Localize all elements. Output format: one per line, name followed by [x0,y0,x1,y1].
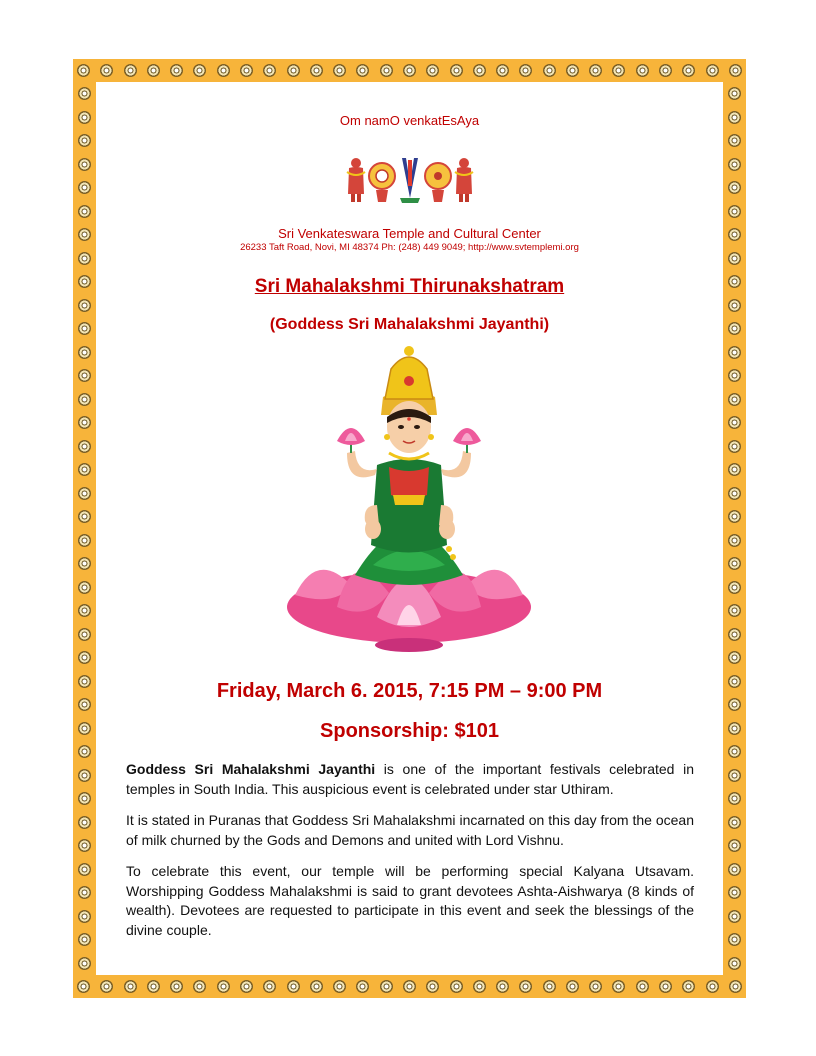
chakra-icon [425,163,451,202]
flower-ornament-icon [333,64,346,77]
temple-address: 26233 Taft Road, Novi, MI 48374 Ph: (248) 449 9049; http://www.svtemplemi.org [240,242,579,253]
flower-ornament-icon [78,816,91,829]
flower-ornament-icon [728,158,741,171]
namam-icon [400,158,420,203]
flower-ornament-icon [333,980,346,993]
flower-ornament-icon [78,628,91,641]
event-datetime: Friday, March 6. 2015, 7:15 PM – 9:00 PM [216,680,603,702]
flower-ornament-icon [77,64,90,77]
flower-ornament-icon [78,886,91,899]
flower-ornament-icon [356,980,369,993]
flower-ornament-icon [728,134,741,147]
conch-icon [369,163,395,202]
paragraph-puranas: It is stated in Puranas that Goddess Sri Mahalakshmi incarnated on this day from the ocean of milk churned by the Gods and Demons and united with Lord Vishnu. [126,812,694,848]
border-top-row [77,64,742,77]
mantra-text: Om namO venkatEsAya [339,113,480,128]
flower-ornament-icon [100,980,113,993]
flower-ornament-icon [659,980,672,993]
flower-ornament-icon [78,322,91,335]
flower-ornament-icon [728,792,741,805]
flower-ornament-icon [728,722,741,735]
flower-ornament-icon [682,64,695,77]
flower-ornament-icon [543,980,556,993]
flower-ornament-icon [496,64,509,77]
flower-ornament-icon [78,252,91,265]
flower-ornament-icon [612,980,625,993]
temple-emblem-icon [344,154,476,204]
flower-ornament-icon [217,980,230,993]
flower-ornament-icon [728,463,741,476]
flower-ornament-icon [170,980,183,993]
flower-ornament-icon [728,275,741,288]
flower-ornament-icon [728,933,741,946]
flower-ornament-icon [78,158,91,171]
flower-ornament-icon [728,111,741,124]
flower-ornament-icon [287,64,300,77]
flower-ornament-icon [403,980,416,993]
border-right-column [728,87,741,970]
flower-ornament-icon [403,64,416,77]
flower-ornament-icon [728,228,741,241]
flower-ornament-icon [78,487,91,500]
flower-ornament-icon [78,769,91,782]
flower-ornament-icon [728,416,741,429]
lakshmi-lotus-image [277,345,541,655]
flower-ornament-icon [728,886,741,899]
flower-ornament-icon [426,980,439,993]
hanuman-right-icon [455,158,473,202]
flower-ornament-icon [78,745,91,758]
flower-ornament-icon [496,980,509,993]
flower-ornament-icon [450,980,463,993]
paragraph-intro-bold: Goddess Sri Mahalakshmi Jayanthi [126,761,376,777]
flower-ornament-icon [728,393,741,406]
flower-ornament-icon [310,980,323,993]
flower-ornament-icon [636,980,649,993]
flower-ornament-icon [728,205,741,218]
event-subtitle: (Goddess Sri Mahalakshmi Jayanthi) [269,316,550,333]
flower-ornament-icon [519,980,532,993]
flower-ornament-icon [78,957,91,970]
flower-ornament-icon [78,134,91,147]
flower-ornament-icon [78,299,91,312]
flower-ornament-icon [706,980,719,993]
deity-head [381,346,437,459]
flower-ornament-icon [78,87,91,100]
flower-ornament-icon [728,346,741,359]
flower-ornament-icon [310,64,323,77]
flower-ornament-icon [728,534,741,547]
flower-ornament-icon [240,980,253,993]
flower-ornament-icon [682,980,695,993]
flower-ornament-icon [728,299,741,312]
flower-ornament-icon [78,228,91,241]
flower-ornament-icon [78,651,91,664]
held-lotus-right [453,428,481,453]
temple-name: Sri Venkateswara Temple and Cultural Center [278,226,541,241]
flower-ornament-icon [78,275,91,288]
paragraph-intro-rest: is one of the important festivals celebrated in temples in South India. This auspicious event is celebrated under star Uthiram. [126,761,694,797]
flower-ornament-icon [728,745,741,758]
flower-ornament-icon [217,64,230,77]
flower-ornament-icon [78,910,91,923]
flower-ornament-icon [263,980,276,993]
flower-ornament-icon [78,346,91,359]
border-bottom-row [77,980,742,993]
flower-ornament-icon [728,628,741,641]
flower-ornament-icon [380,980,393,993]
flower-ornament-icon [728,322,741,335]
flower-ornament-icon [589,980,602,993]
flower-ornament-icon [473,980,486,993]
flower-ornament-icon [78,557,91,570]
flower-ornament-icon [78,933,91,946]
flower-ornament-icon [100,64,113,77]
flower-ornament-icon [78,581,91,594]
flower-ornament-icon [728,816,741,829]
flower-ornament-icon [147,980,160,993]
flower-ornament-icon [78,722,91,735]
flower-ornament-icon [78,205,91,218]
flower-ornament-icon [78,181,91,194]
flower-ornament-icon [566,64,579,77]
flower-ornament-icon [728,252,741,265]
flower-ornament-icon [78,369,91,382]
flower-ornament-icon [78,839,91,852]
flower-ornament-icon [380,64,393,77]
flower-ornament-icon [193,980,206,993]
flower-ornament-icon [170,64,183,77]
event-title: Sri Mahalakshmi Thirunakshatram [254,276,565,297]
flower-ornament-icon [263,64,276,77]
flower-ornament-icon [78,111,91,124]
flower-ornament-icon [706,64,719,77]
flower-ornament-icon [728,675,741,688]
flower-ornament-icon [78,463,91,476]
flower-ornament-icon [77,980,90,993]
paragraph-intro [126,760,694,799]
flower-ornament-icon [728,510,741,523]
flower-ornament-icon [728,487,741,500]
flower-ornament-icon [728,769,741,782]
flower-ornament-icon [473,64,486,77]
flower-ornament-icon [287,980,300,993]
held-lotus-left [337,428,365,453]
flower-ornament-icon [728,651,741,664]
flower-ornament-icon [147,64,160,77]
sponsorship-amount: Sponsorship: $101 [320,720,499,742]
flower-ornament-icon [636,64,649,77]
flower-ornament-icon [728,557,741,570]
flower-ornament-icon [78,604,91,617]
flower-ornament-icon [356,64,369,77]
flower-ornament-icon [426,64,439,77]
flower-ornament-icon [78,675,91,688]
paragraph-celebration: To celebrate this event, our temple will be performing special Kalyana Utsavam. Worshipping Goddess Mahalakshmi is said to grant devotees Ashta-Aishwarya (8 kinds of wealth). Devotees are requested to participate in this event and seek the blessings of the divine couple. [126,863,694,938]
flower-ornament-icon [728,440,741,453]
flower-ornament-icon [240,64,253,77]
flower-ornament-icon [728,581,741,594]
flower-ornament-icon [728,863,741,876]
flower-ornament-icon [729,980,742,993]
garuda-left-icon [347,158,365,202]
flower-ornament-icon [78,534,91,547]
flower-ornament-icon [728,957,741,970]
flower-ornament-icon [193,64,206,77]
deity-body [347,451,471,585]
flower-ornament-icon [78,510,91,523]
flower-ornament-icon [728,181,741,194]
flower-ornament-icon [728,87,741,100]
flower-ornament-icon [78,863,91,876]
flower-ornament-icon [124,980,137,993]
flower-ornament-icon [124,64,137,77]
flower-ornament-icon [659,64,672,77]
flower-ornament-icon [728,698,741,711]
flower-ornament-icon [728,839,741,852]
flower-ornament-icon [78,440,91,453]
flower-ornament-icon [589,64,602,77]
flower-ornament-icon [450,64,463,77]
flower-ornament-icon [78,416,91,429]
border-left-column [78,87,91,970]
flower-ornament-icon [728,369,741,382]
flower-ornament-icon [543,64,556,77]
flower-ornament-icon [566,980,579,993]
flower-ornament-icon [612,64,625,77]
flower-ornament-icon [728,910,741,923]
flower-ornament-icon [519,64,532,77]
flower-ornament-icon [78,393,91,406]
flower-ornament-icon [78,698,91,711]
flower-ornament-icon [78,792,91,805]
flower-ornament-icon [728,604,741,617]
flower-ornament-icon [729,64,742,77]
